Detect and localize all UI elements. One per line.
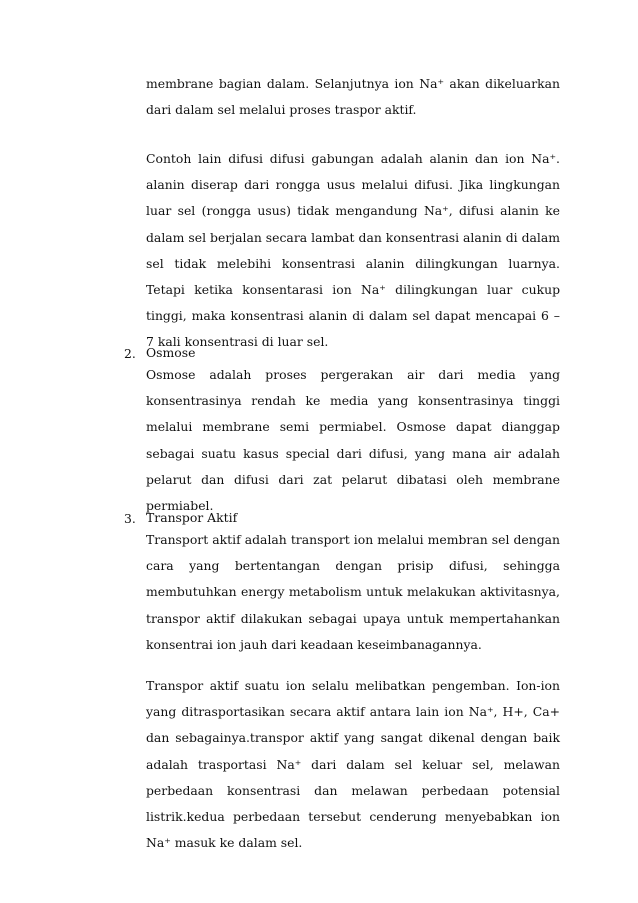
- list-number: 2.: [124, 346, 136, 361]
- section-heading-osmose: Osmose: [146, 345, 196, 360]
- paragraph-na-exit: membrane bagian dalam. Selanjutnya ion Na⁺ akan dikeluarkan dari dalam sel melalui proses traspor aktif.: [146, 76, 560, 118]
- paragraph-transpor-aktif: Transport aktif adalah transport ion melalui membran sel dengan cara yang bertentangan dengan prisip difusi, sehingga membutuhkan energy metabolism untuk melakukan aktivitasnya, transpor aktif dilakukan sebagai upaya untuk mempertahankan konsentrai ion jauh dari keadaan keseimbanagannya.: [146, 532, 560, 652]
- section-heading-transpor-aktif: Transpor Aktif: [146, 510, 238, 525]
- paragraph-transpor-pengemban: Transpor aktif suatu ion selalu melibatkan pengemban. Ion-ion yang ditrasportasikan secara aktif antara lain ion Na⁺, H+, Ca+ dan sebagainya.transpor aktif yang sangat dikenal dengan baik adalah trasportasi Na⁺ dari dalam sel keluar sel, melawan perbedaan konsentrasi dan melawan perbedaan potensial listrik.kedua perbedaan tersebut cenderung menyebabkan ion Na⁺ masuk ke dalam sel.: [146, 678, 560, 851]
- list-number: 3.: [124, 511, 136, 526]
- paragraph-osmose: Osmose adalah proses pergerakan air dari media yang konsentrasinya rendah ke media yang konsentrasinya tinggi melalui membrane semi permiabel. Osmose dapat dianggap sebagai suatu kasus special dari difusi, yang mana air adalah pelarut dan difusi dari zat pelarut dibatasi oleh membrane permiabel.: [146, 367, 560, 514]
- paragraph-alanin-example: Contoh lain difusi difusi gabungan adalah alanin dan ion Na⁺. alanin diserap dari rongga usus melalui difusi. Jika lingkungan luar sel (rongga usus) tidak mengandung Na⁺, difusi alanin ke dalam sel berjalan secara lambat dan konsentrasi alanin di dalam sel tidak melebihi konsentrasi alanin dilingkungan luarnya. Tetapi ketika konsentarasi ion Na⁺ dilingkungan luar cukup tinggi, maka konsentrasi alanin di dalam sel dapat mencapai 6 – 7 kali konsentrasi di luar sel.: [146, 151, 560, 350]
